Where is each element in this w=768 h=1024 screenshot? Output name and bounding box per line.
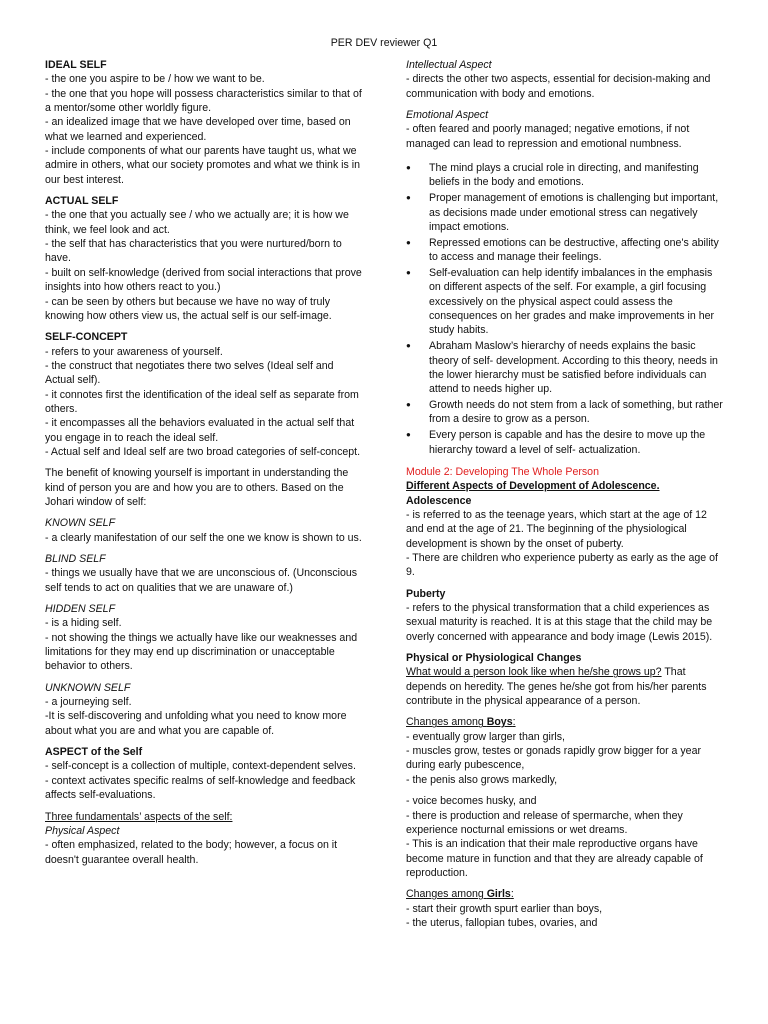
known-self-line: - a clearly manifestation of our self the one we know is shown to us. (45, 531, 362, 544)
self-concept-line: - refers to your awareness of yourself. (45, 345, 223, 358)
boys-line: - eventually grow larger than girls, (406, 730, 565, 743)
actual-self-section (45, 194, 363, 323)
emotional-line: - often feared and poorly managed; negative emotions, if not managed can lead to repression and emotional numbness. (406, 123, 690, 150)
puberty-heading: Puberty (406, 587, 446, 600)
self-concept-line: - Actual self and Ideal self are two broad categories of self-concept. (45, 445, 361, 458)
left-column (45, 58, 363, 874)
unknown-self-heading: UNKNOWN SELF (45, 681, 131, 694)
hidden-self-line: - is a hiding self. (45, 617, 122, 630)
girls-heading-suffix: : (510, 888, 514, 901)
aspect-line: - context activates specific realms of self-knowledge and feedback affects self-evaluations. (45, 774, 356, 802)
boys-line: - the penis also grows markedly, (406, 773, 558, 786)
ideal-self-line: - an idealized image that we have developed over time, based on what we learned and experienced. (45, 116, 351, 143)
adolescence-line: - There are children who experience puberty as early as the age of 9. (406, 552, 718, 579)
girls-heading-prefix: Changes among (406, 888, 487, 901)
physical-changes-heading: Physical or Physiological Changes (406, 652, 582, 665)
self-concept-heading: SELF-CONCEPT (45, 331, 128, 344)
physical-changes-text (406, 665, 726, 708)
boys-heading-bold: Boys (486, 716, 513, 729)
module-title: Module 2: Developing The Whole Person (406, 465, 599, 478)
girls-line: - start their growth spurt earlier than boys, (406, 902, 603, 915)
adolescence-heading: Adolescence (406, 494, 472, 507)
boys-heading-prefix: Changes among (406, 716, 487, 729)
self-concept-section (45, 330, 363, 459)
hidden-self-section (45, 602, 363, 674)
ideal-self-heading: IDEAL SELF (45, 59, 107, 71)
blind-self-heading: BLIND SELF (45, 553, 106, 565)
johari-intro-text: The benefit of knowing yourself is important in understanding the kind of person you are and how you are to others. Based on the Johari window of self: (45, 467, 349, 508)
known-self-heading: KNOWN SELF (45, 517, 116, 530)
ideal-self-line: - the one you aspire to be / how we want to be. (45, 73, 265, 86)
intellectual-section (406, 58, 726, 101)
boys-line: - muscles grow, testes or gonads rapidly grow bigger for a year during early pubescence, (406, 745, 701, 772)
hidden-self-line: - not showing the things we actually have like our weaknesses and limitations for they may end up discrimination or unacceptable behavior to others. (45, 631, 358, 673)
different-aspects-heading: Different Aspects of Development of Adolescence. (406, 480, 660, 493)
bullet-item: ● Every person is capable and has the desire to move up the hierarchy toward a level of self- actualization. (406, 428, 726, 457)
intellectual-heading: Intellectual Aspect (406, 59, 492, 71)
ideal-self-line: - the one that you hope will possess characteristics similar to that of a mentor/some other worldly figure. (45, 87, 362, 115)
aspect-heading: ASPECT of the Self (45, 746, 143, 759)
intellectual-line: - directs the other two aspects, essential for decision-making and communication with body and emotions. (406, 73, 711, 100)
actual-self-line: - the one that you actually see / who we actually are; it is how we think, we feel look and act. (45, 209, 349, 236)
boys-line: - This is an indication that their male reproductive organs have become mature in function and that they are already capable of reproduction. (406, 838, 703, 879)
bullet-item: ● Proper management of emotions is challenging but important, as decisions made under emotional stress can negatively impact emotions. (406, 191, 726, 234)
unknown-self-section (45, 681, 363, 738)
three-fundamentals-section (45, 810, 363, 867)
three-fundamentals-heading: Three fundamentals’ aspects of the self: (45, 810, 233, 823)
boys-line: - there is production and release of spermarche, when they experience nocturnal emissions or wet dreams. (406, 809, 683, 836)
hidden-self-heading: HIDDEN SELF (45, 603, 116, 616)
physical-changes-answer: That depends on heredity. The genes he/she got from his/her parents contribute in the physical appearance of a person. (406, 666, 707, 708)
bullet-item: ● Abraham Maslow’s hierarchy of needs explains the basic theory of self- development. According to this theory, needs in the lower hierarchy must be satisfied before individuals can attend to needs higher up. (406, 339, 726, 396)
actual-self-line: - built on self-knowledge (derived from social interactions that prove insights into how others react to you.) (45, 266, 362, 294)
self-concept-line: - the construct that negotiates there two selves (Ideal self and Actual self). (45, 359, 334, 387)
physical-aspect-heading: Physical Aspect (45, 824, 120, 837)
girls-section (406, 887, 726, 930)
blind-self-section (45, 552, 363, 595)
girls-line: - the uterus, fallopian tubes, ovaries, and (406, 916, 598, 929)
right-column (406, 58, 726, 937)
girls-heading-bold: Girls (486, 888, 511, 901)
emotional-heading: Emotional Aspect (406, 109, 489, 122)
ideal-self-section (45, 58, 363, 187)
emotion-bullet-list (406, 161, 726, 457)
module-2-section (406, 465, 726, 580)
physical-aspect-line: - often emphasized, related to the body; however, a focus on it doesn't guarantee overall health. (45, 839, 338, 866)
boys-heading-suffix: : (512, 716, 516, 729)
bullet-item: ● Self-evaluation can help identify imbalances in the emphasis on different aspects of the self. For example, a girl focusing excessively on the physical aspect could assess the consequences on her grades and make improvements in her study habits. (406, 266, 726, 338)
actual-self-line: - can be seen by others but because we have no way of truly knowing how others view us, the actual self is our self-image. (45, 295, 332, 322)
adolescence-line: - is referred to as the teenage years, which start at the age of 12 and end at the age of 21. The beginning of the physiological development is shown by the onset of puberty. (406, 508, 707, 550)
self-concept-line: - it connotes first the identification of the ideal self as separate from others. (45, 388, 359, 415)
physical-changes-section (406, 651, 726, 708)
ideal-self-line: - include components of what our parents have taught us, what we admire in others, what our society promotes and what we think is in our best interest. (45, 145, 361, 186)
self-concept-line: - it encompasses all the behaviors evaluated in the actual self that you engage in to reach the ideal self. (45, 417, 355, 444)
puberty-line: - refers to the physical transformation that a child experiences as sexual maturity is reached. It is at this stage that the child may be overly concerned with appearance and body image (Lewis 2015). (406, 602, 713, 643)
physical-changes-question: What would a person look like when he/she grows up? (406, 666, 662, 679)
boys-spacer (406, 787, 726, 794)
bullet-item: ● The mind plays a crucial role in directing, and manifesting beliefs in the body and emotions. (406, 161, 726, 190)
johari-intro (45, 466, 363, 509)
document-title: PER DEV reviewer Q1 (330, 37, 438, 49)
bullet-item: ● Repressed emotions can be destructive, affecting one's ability to access and manage their feelings. (406, 236, 726, 265)
boys-section (406, 715, 726, 880)
girls-heading (406, 887, 726, 901)
aspect-line: - self-concept is a collection of multiple, context-dependent selves. (45, 760, 356, 773)
actual-self-heading: ACTUAL SELF (45, 195, 119, 208)
blind-self-line: - things we usually have that we are unconscious of. (Unconscious self tends to act on qualities that we are unaware of.) (45, 567, 358, 594)
unknown-self-line: -It is self-discovering and unfolding what you need to know more about what you are and what you are capable of. (45, 710, 347, 737)
boys-heading (406, 715, 726, 729)
actual-self-line: - the self that has characteristics that you were nurtured/born to have. (45, 238, 342, 265)
known-self-section (45, 516, 363, 545)
bullet-item: ● Growth needs do not stem from a lack of something, but rather from a desire to grow as a person. (406, 398, 726, 427)
puberty-section (406, 587, 726, 644)
emotional-section (406, 108, 726, 151)
boys-line: - voice becomes husky, and (406, 795, 537, 808)
unknown-self-line: - a journeying self. (45, 696, 132, 709)
aspect-section (45, 745, 363, 802)
